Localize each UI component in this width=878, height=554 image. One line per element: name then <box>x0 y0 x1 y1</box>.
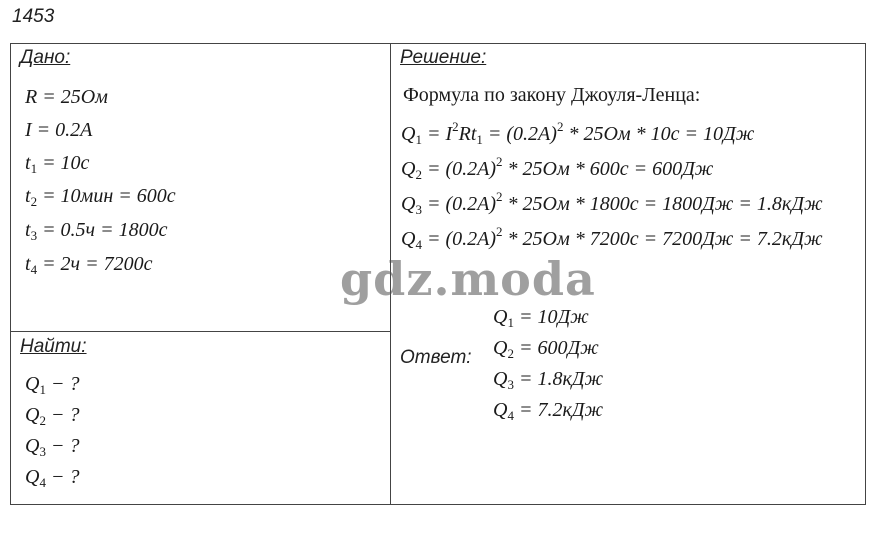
equation-q3: $Q_3 = (0.2А)^2 * 25Ом * 1800с = 1800Дж = 1.8кДж$ <box>401 189 823 217</box>
given-line-1: R = 25Ом <box>25 86 108 108</box>
find-line-1: $Q_1$ − ? <box>25 373 80 397</box>
answer-line-4: $Q_4 = 7.2кДж$ <box>493 399 604 423</box>
formula-title: Формула по закону Джоуля-Ленца: <box>403 84 701 106</box>
find-line-3: $Q_3$ − ? <box>25 435 80 459</box>
answer-line-1: $Q_1 = 10Дж$ <box>493 306 589 330</box>
given-line-2: I = 0.2А <box>25 119 93 141</box>
problem-number: 1453 <box>12 6 55 27</box>
equation-q4: $Q_4 = (0.2А)^2 * 25Ом * 7200с = 7200Дж = 7.2кДж$ <box>401 224 823 252</box>
given-line-3: $t_1 = 10с$ <box>25 152 90 176</box>
answer-label: Ответ: <box>400 347 472 368</box>
find-heading: Найти: <box>20 336 87 357</box>
solution-heading: Решение: <box>400 47 487 68</box>
watermark: gdz.moda <box>340 252 596 306</box>
answer-line-2: $Q_2 = 600Дж$ <box>493 337 599 361</box>
equation-q1: $Q_1 = I^2Rt_1 = (0.2А)^2 * 25Ом * 10с = 10Дж$ <box>401 119 755 147</box>
answer-line-3: $Q_3 = 1.8кДж$ <box>493 368 604 392</box>
row-divider <box>11 331 390 332</box>
find-line-2: $Q_2$ − ? <box>25 404 80 428</box>
find-line-4: $Q_4$ − ? <box>25 466 80 490</box>
equation-q2: $Q_2 = (0.2А)^2 * 25Ом * 600с = 600Дж$ <box>401 154 714 182</box>
given-heading: Дано: <box>20 47 71 68</box>
given-line-5: $t_3 = 0.5ч = 1800с$ <box>25 219 168 243</box>
given-line-6: $t_4 = 2ч = 7200с$ <box>25 253 153 277</box>
given-line-4: $t_2 = 10мин = 600с$ <box>25 185 176 209</box>
